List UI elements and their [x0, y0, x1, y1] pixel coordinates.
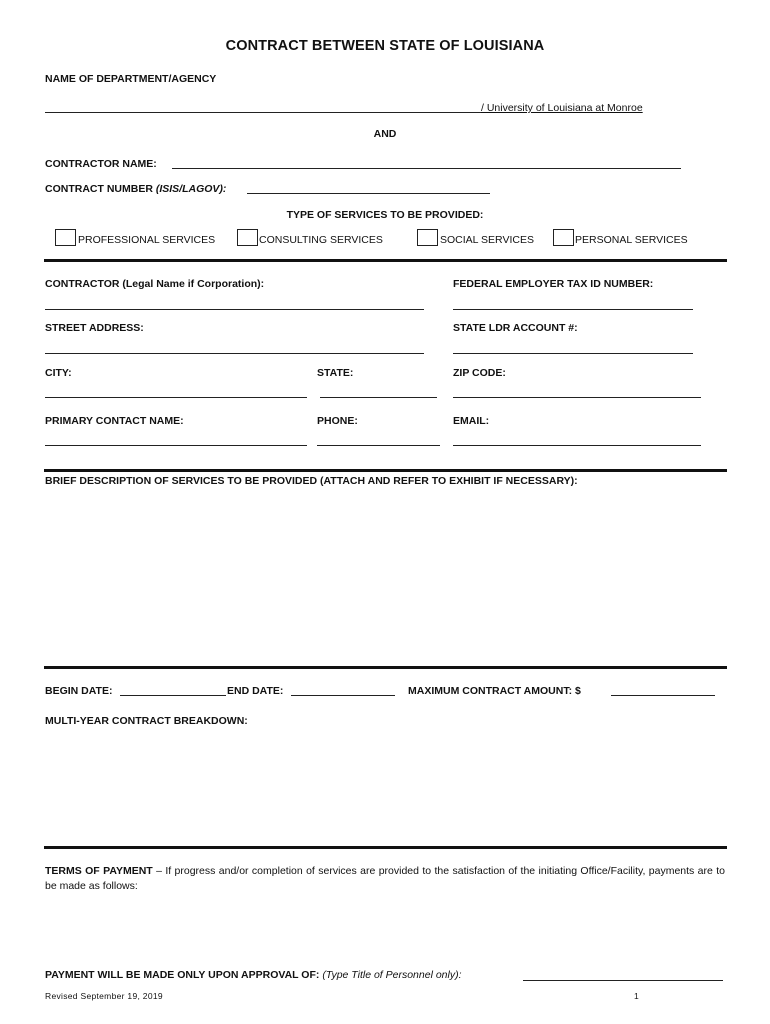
personal-services-checkbox[interactable]	[553, 229, 574, 246]
social-services-checkbox[interactable]	[417, 229, 438, 246]
multi-year-label: MULTI-YEAR CONTRACT BREAKDOWN:	[45, 715, 248, 727]
max-amount-label: MAXIMUM CONTRACT AMOUNT: $	[408, 685, 581, 697]
email-field[interactable]	[453, 445, 701, 446]
zip-label: ZIP CODE:	[453, 367, 506, 379]
contractor-name-label: CONTRACTOR NAME:	[45, 158, 157, 170]
page-number: 1	[634, 991, 640, 1001]
professional-services-checkbox[interactable]	[55, 229, 76, 246]
approval-field[interactable]	[523, 980, 723, 981]
description-area[interactable]	[45, 492, 725, 662]
contact-label: PRIMARY CONTACT NAME:	[45, 415, 184, 427]
city-label: CITY:	[45, 367, 72, 379]
street-field[interactable]	[45, 353, 424, 354]
begin-date-label: BEGIN DATE:	[45, 685, 113, 697]
email-label: EMAIL:	[453, 415, 490, 427]
end-date-field[interactable]	[291, 695, 395, 696]
state-label: STATE:	[317, 367, 354, 379]
and-text: AND	[373, 128, 397, 140]
legal-name-label: CONTRACTOR (Legal Name if Corporation):	[45, 278, 265, 290]
services-heading: TYPE OF SERVICES TO BE PROVIDED:	[286, 209, 484, 221]
terms-of-payment: TERMS OF PAYMENT – If progress and/or completion of services are provided to the satisfaction of the initiating Office/Facility, payments are to be made as follows:	[45, 865, 725, 892]
zip-field[interactable]	[453, 397, 701, 398]
approval-line: PAYMENT WILL BE MADE ONLY UPON APPROVAL OF: (Type Title of Personnel only):	[45, 969, 462, 981]
tax-id-field[interactable]	[453, 309, 693, 310]
begin-date-field[interactable]	[120, 695, 226, 696]
state-field[interactable]	[320, 397, 437, 398]
section-divider	[44, 666, 727, 669]
end-date-label: END DATE:	[227, 685, 284, 697]
revised-date: Revised September 19, 2019	[45, 991, 163, 1001]
contract-number-field[interactable]	[247, 193, 490, 194]
section-divider	[44, 469, 727, 472]
department-field[interactable]	[45, 112, 485, 113]
phone-label: PHONE:	[317, 415, 358, 427]
description-label: BRIEF DESCRIPTION OF SERVICES TO BE PROVIDED (ATTACH AND REFER TO EXHIBIT IF NECESSARY):	[45, 475, 578, 487]
professional-services-label: PROFESSIONAL SERVICES	[78, 234, 216, 246]
city-field[interactable]	[45, 397, 307, 398]
ldr-label: STATE LDR ACCOUNT #:	[453, 322, 578, 334]
department-value: / University of Louisiana at Monroe	[481, 102, 643, 114]
contractor-name-field[interactable]	[172, 168, 681, 169]
legal-name-field[interactable]	[45, 309, 424, 310]
department-label: NAME OF DEPARTMENT/AGENCY	[45, 73, 217, 85]
social-services-label: SOCIAL SERVICES	[440, 234, 534, 246]
section-divider	[44, 259, 727, 262]
tax-id-label: FEDERAL EMPLOYER TAX ID NUMBER:	[453, 278, 654, 290]
multi-year-area[interactable]	[45, 732, 725, 842]
phone-field[interactable]	[317, 445, 440, 446]
personal-services-label: PERSONAL SERVICES	[575, 234, 688, 246]
contract-number-label: CONTRACT NUMBER (ISIS/LAGOV):	[45, 183, 227, 195]
max-amount-field[interactable]	[611, 695, 715, 696]
page-title: CONTRACT BETWEEN STATE OF LOUISIANA	[225, 38, 545, 54]
consulting-services-checkbox[interactable]	[237, 229, 258, 246]
street-label: STREET ADDRESS:	[45, 322, 144, 334]
section-divider	[44, 846, 727, 849]
consulting-services-label: CONSULTING SERVICES	[259, 234, 383, 246]
contact-field[interactable]	[45, 445, 307, 446]
ldr-field[interactable]	[453, 353, 693, 354]
